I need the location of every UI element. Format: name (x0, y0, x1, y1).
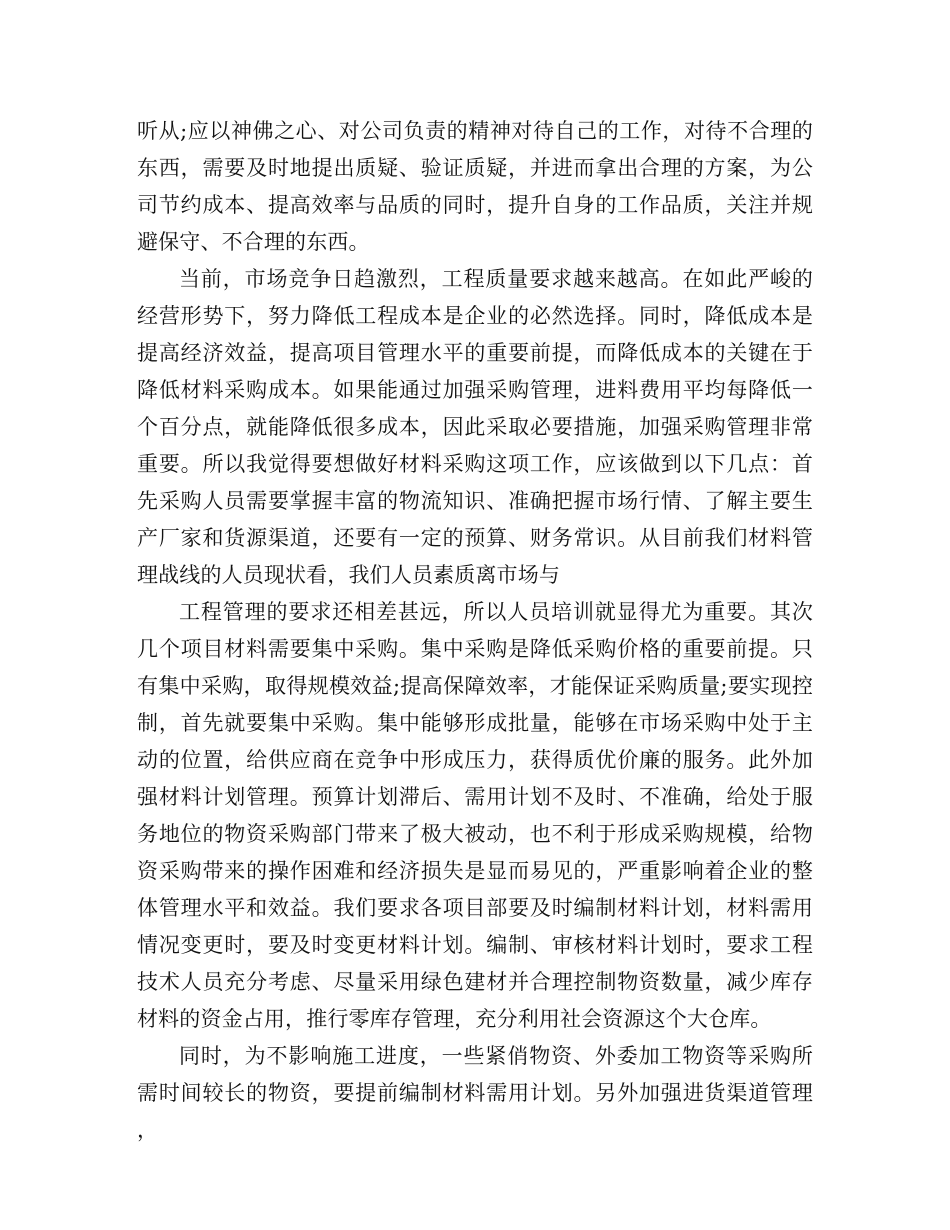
paragraph-4: 同时，为不影响施工进度，一些紧俏物资、外委加工物资等采购所需时间较长的物资，要提前编制材料需用计划。另外加强进货渠道管理， (137, 1044, 813, 1142)
paragraph-2: 当前，市场竞争日趋激烈，工程质量要求越来越高。在如此严峻的经营形势下，努力降低工程成本是企业的必然选择。同时，降低成本是提高经济效益，提高项目管理水平的重要前提，而降低成本的关键在于降低材料采购成本。如果能通过加强采购管理，进料费用平均每降低一个百分点，就能降低很多成本，因此采取必要措施，加强采购管理非常重要。所以我觉得要想做好材料采购这项工作，应该做到以下几点：首先采购人员需要掌握丰富的物流知识、准确把握市场行情、了解主要生产厂家和货源渠道，还要有一定的预算、财务常识。从目前我们材料管理战线的人员现状看，我们人员素质离市场与 (137, 267, 813, 587)
document-body (137, 113, 813, 1149)
paragraph-3: 工程管理的要求还相差甚远，所以人员培训就显得尤为重要。其次几个项目材料需要集中采购。集中采购是降低采购价格的重要前提。只有集中采购，取得规模效益;提高保障效率，才能保证采购质量;要实现控制，首先就要集中采购。集中能够形成批量，能够在市场采购中处于主动的位置，给供应商在竞争中形成压力，获得质优价廉的服务。此外加强材料计划管理。预算计划滞后、需用计划不及时、不准确，给处于服务地位的物资采购部门带来了极大被动，也不利于形成采购规模，给物资采购带来的操作困难和经济损失是显而易见的，严重影响着企业的整体管理水平和效益。我们要求各项目部要及时编制材料计划，材料需用情况变更时，要及时变更材料计划。编制、审核材料计划时，要求工程技术人员充分考虑、尽量采用绿色建材并合理控制物资数量，减少库存材料的资金占用，推行零库存管理，充分利用社会资源这个大仓库。 (137, 600, 813, 1031)
paragraph-1: 听从;应以神佛之心、对公司负责的精神对待自己的工作，对待不合理的东西，需要及时地提出质疑、验证质疑，并进而拿出合理的方案，为公司节约成本、提高效率与品质的同时，提升自身的工作品质，关注并规避保守、不合理的东西。 (137, 119, 813, 254)
